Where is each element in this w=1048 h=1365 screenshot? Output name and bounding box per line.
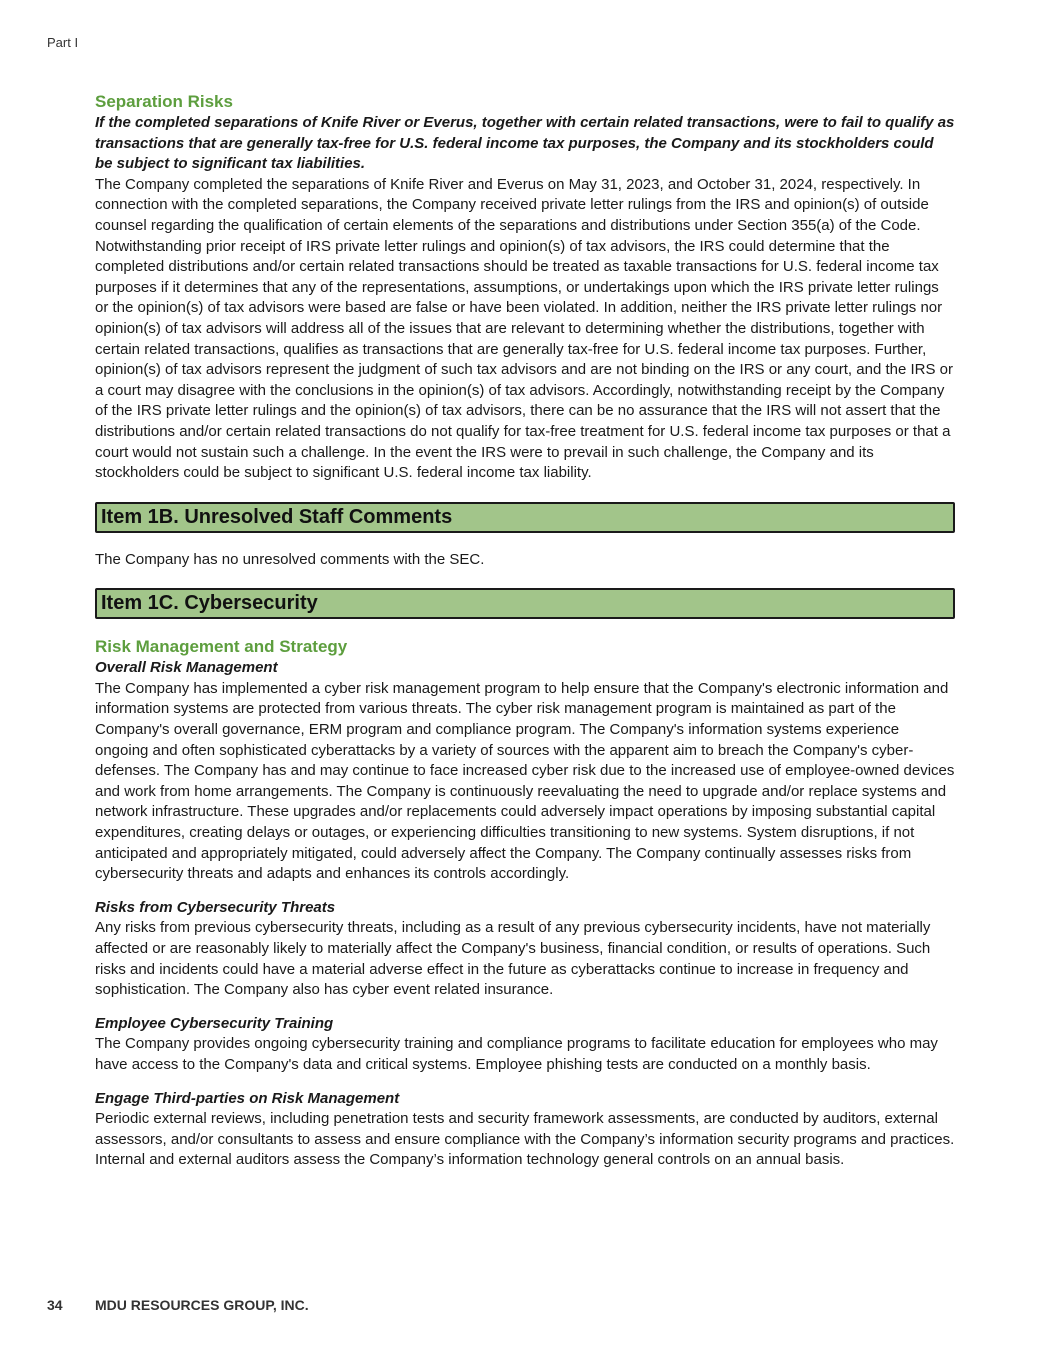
item-1b-header (95, 502, 955, 533)
subsection-overall-risk (95, 658, 955, 885)
subsection-cyber-threats (95, 898, 955, 1001)
item-1b-title: Item 1B. Unresolved Staff Comments (101, 505, 453, 528)
subsection-body: Periodic external reviews, including penetration tests and security framework assessments, are conducted by auditors, external assessors, and/or consultants to assess and ensure compliance with the Company’s information security programs and practices. Internal and external auditors assess the Company’s information technology general controls on an annual basis. (95, 1110, 955, 1169)
item-1c-header (95, 588, 955, 619)
separation-risks-body: The Company completed the separations of Knife River and Everus on May 31, 2023, and October 31, 2024, respectively. In connection with the completed separations, the Company received private letter rulings from the IRS and opinion(s) of outside counsel regarding the qualification of certain elements of the separations and distributions under Section 355(a) of the Code. Notwithstanding prior receipt of IRS private letter rulings and opinion(s) of tax advisors, the IRS could determine that the completed distributions and/or certain related transactions should be treated as taxable transactions for U.S. federal income tax purposes if it determines that any of the representations, assumptions, or undertakings upon which the IRS private letter rulings or the opinion(s) of tax advisors were based are false or have been violated. In addition, neither the IRS private letter rulings nor opinion(s) of tax advisors will address all of the issues that are relevant to determining whether the distributions, together with certain related transactions, qualifies as transactions that are generally tax-free for U.S. federal income tax purposes. Further, opinion(s) of tax advisors represent the judgment of such tax advisors and are not binding on the IRS or any court, and the IRS or a court may disagree with the conclusions in the opinion(s) of tax advisors. Accordingly, notwithstanding receipt by the Company of the IRS private letter rulings and the opinion(s) of tax advisors, there can be no assurance that the IRS will not assert that the distributions and/or certain related transactions do not qualify for tax-free treatment for U.S. federal income tax purposes or that a court would not sustain such a challenge. In the event the IRS were to prevail in such challenge, the Company and its stockholders could be subject to significant U.S. federal income tax liability. (95, 175, 953, 482)
risk-management-heading: Risk Management and Strategy (95, 637, 348, 657)
subsection-third-parties (95, 1089, 955, 1171)
item-1b-body: The Company has no unresolved comments with the SEC. (95, 550, 485, 568)
page-content (95, 91, 955, 1171)
subsection-title: Overall Risk Management (95, 659, 278, 677)
page-footer (47, 1297, 309, 1313)
subsection-body: Any risks from previous cybersecurity threats, including as a result of any previous cybersecurity incidents, have not materially affected or are reasonably likely to materially affect the Company's business, financial condition, or results of operations. Such risks and incidents could have a material adverse effect in the future as cyberattacks continue to increase in frequency and sophistication. The Company also has cyber event related insurance. (95, 919, 931, 999)
subsection-title: Employee Cybersecurity Training (95, 1014, 334, 1032)
page-number: 34 (47, 1297, 63, 1313)
separation-risks-heading: Separation Risks (95, 92, 233, 111)
subsection-employee-training (95, 1014, 955, 1076)
subsection-title: Risks from Cybersecurity Threats (95, 898, 336, 916)
company-name: MDU RESOURCES GROUP, INC. (95, 1297, 309, 1313)
subsection-body: The Company has implemented a cyber risk management program to help ensure that the Company's electronic information and information systems are protected from various threats. The cyber risk management program is maintained as part of the Company's overall governance, ERM program and compliance program. The Company's information systems experience ongoing and often sophisticated cyberattacks by a variety of sources with the apparent aim to breach the Company's cyber-defenses. The Company has and may continue to face increased cyber risk due to the increased use of employee-owned devices and work from home arrangements. The Company is continuously reevaluating the need to upgrade and/or replace systems and network infrastructure. These upgrades and/or replacements could adversely impact operations by imposing substantial capital expenditures, creating delays or outages, or experiencing difficulties transitioning to new systems. System disruptions, if not anticipated and appropriately mitigated, could adversely affect the Company. The Company continually assesses risks from cybersecurity threats and adapts and enhances its controls accordingly. (95, 679, 955, 883)
separation-risks-lead: If the completed separations of Knife River or Everus, together with certain related transactions, were to fail to qualify as transactions that are generally tax-free for U.S. federal income tax purposes, the Company and its stockholders could be subject to significant tax liabilities. (95, 114, 955, 173)
subsection-body: The Company provides ongoing cybersecurity training and compliance programs to facilitate education for employees who may have access to the Company's data and critical systems. Employee phishing tests are conducted on a monthly basis. (95, 1035, 938, 1073)
subsection-title: Engage Third-parties on Risk Management (95, 1089, 400, 1107)
item-1c-title: Item 1C. Cybersecurity (101, 592, 318, 615)
part-label: Part I (47, 35, 79, 50)
